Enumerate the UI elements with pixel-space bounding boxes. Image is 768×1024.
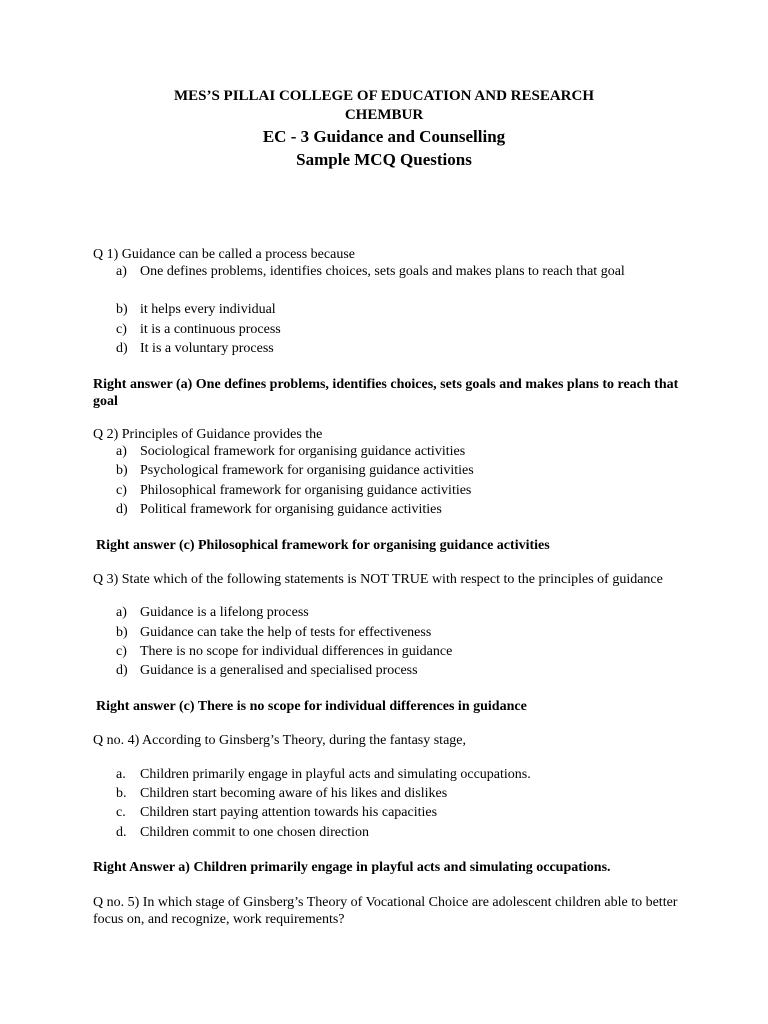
option-text: Philosophical framework for organising guidance activities (140, 483, 472, 498)
option-label: b. (116, 786, 127, 801)
option-label: b) (116, 625, 128, 640)
question-5: Q no. 5) In which stage of Ginsberg’s Theory of Vocational Choice are adolescent children able to better focus on, and recognize, work requirements? (93, 895, 678, 927)
question-3-option-a (116, 603, 309, 622)
question-1-option-b (116, 300, 276, 319)
question-3-option-d (116, 661, 418, 680)
course-title: EC - 3 Guidance and Counselling (262, 127, 506, 146)
option-label: c) (116, 322, 127, 337)
question-1-answer: Right answer (a) One defines problems, identifies choices, sets goals and makes plans to reach that goal (93, 377, 679, 409)
option-text: it helps every individual (140, 302, 276, 317)
option-label: a) (116, 264, 127, 279)
document-title: Sample MCQ Questions (296, 150, 472, 169)
question-3: Q 3) State which of the following statements is NOT TRUE with respect to the principles of guidance (93, 572, 663, 587)
question-2-option-c (116, 481, 471, 500)
option-label: a) (116, 605, 127, 620)
option-text: Guidance is a generalised and specialised process (140, 663, 418, 678)
option-text: Children start becoming aware of his likes and dislikes (140, 786, 448, 801)
option-text: Sociological framework for organising guidance activities (140, 444, 466, 459)
question-4-option-c (116, 803, 437, 822)
option-label: c) (116, 483, 127, 498)
question-4-option-b (116, 784, 447, 803)
question-1: Q 1) Guidance can be called a process because (93, 247, 355, 262)
option-text: Children primarily engage in playful acts and simulating occupations. (140, 767, 531, 782)
question-3-option-c (116, 642, 452, 661)
option-label: a. (116, 767, 126, 782)
option-label: d. (116, 825, 127, 840)
question-1-option-c (116, 320, 281, 339)
option-label: d) (116, 663, 128, 678)
option-label: d) (116, 341, 128, 356)
option-text: It is a voluntary process (140, 341, 274, 356)
option-text: Children start paying attention towards his capacities (140, 805, 438, 820)
question-4: Q no. 4) According to Ginsberg’s Theory, during the fantasy stage, (93, 733, 467, 748)
question-2-answer: Right answer (c) Philosophical framework for organising guidance activities (96, 538, 550, 553)
option-label: c. (116, 805, 126, 820)
option-text: Psychological framework for organising guidance activities (140, 463, 474, 478)
option-label: b) (116, 463, 128, 478)
question-2-option-a (116, 442, 465, 461)
option-text: One defines problems, identifies choices, sets goals and makes plans to reach that goal (140, 264, 625, 279)
option-text: Guidance can take the help of tests for effectiveness (140, 625, 432, 640)
question-4-answer: Right Answer a) Children primarily engage in playful acts and simulating occupations. (93, 860, 611, 875)
question-4-option-d (116, 823, 369, 842)
option-text: Guidance is a lifelong process (140, 605, 309, 620)
option-text: There is no scope for individual differences in guidance (140, 644, 453, 659)
institution-location: CHEMBUR (344, 107, 424, 123)
question-2-option-d (116, 500, 442, 519)
option-label: d) (116, 502, 128, 517)
option-label: a) (116, 444, 127, 459)
question-3-answer: Right answer (c) There is no scope for individual differences in guidance (96, 699, 527, 714)
question-1-option-a (116, 262, 676, 281)
institution-name: MES’S PILLAI COLLEGE OF EDUCATION AND RESEARCH (173, 88, 595, 104)
question-3-option-b (116, 623, 431, 642)
option-text: Political framework for organising guidance activities (140, 502, 442, 517)
option-text: it is a continuous process (140, 322, 281, 337)
option-label: b) (116, 302, 128, 317)
question-2: Q 2) Principles of Guidance provides the (93, 427, 323, 442)
option-text: Children commit to one chosen direction (140, 825, 370, 840)
question-4-option-a (116, 765, 531, 784)
question-1-option-d (116, 339, 274, 358)
question-2-option-b (116, 461, 474, 480)
option-label: c) (116, 644, 127, 659)
